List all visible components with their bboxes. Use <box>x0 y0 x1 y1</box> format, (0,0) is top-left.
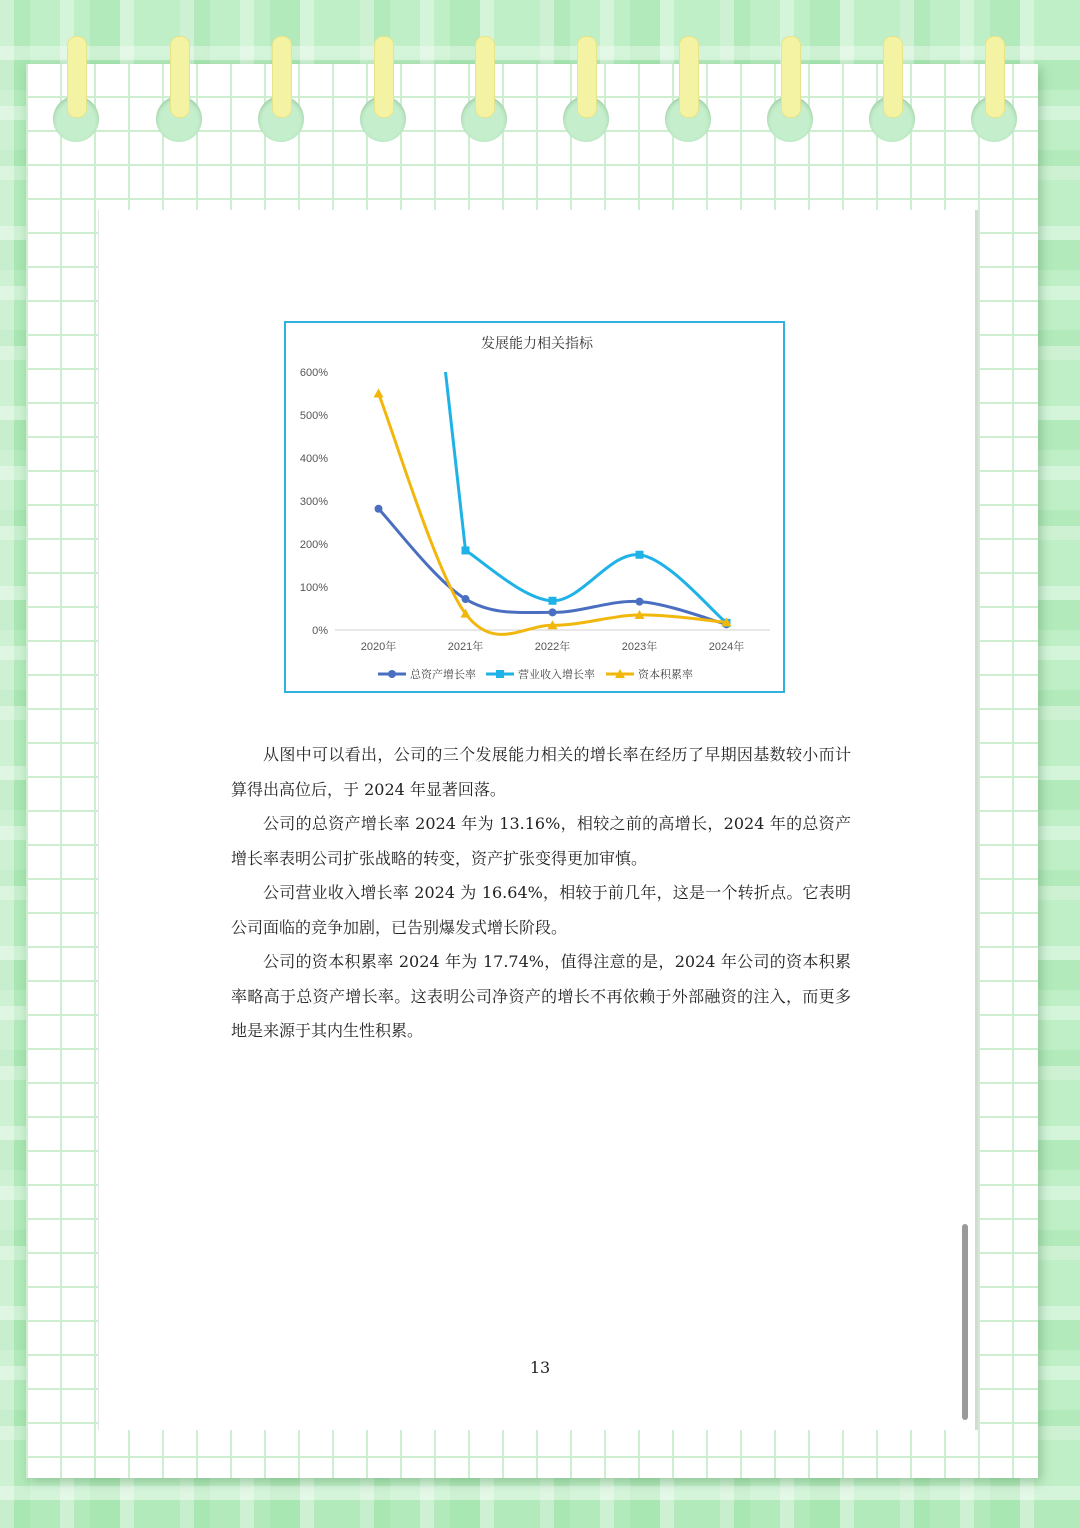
binder-ring <box>272 36 292 118</box>
chart-legend <box>378 667 693 681</box>
y-tick-label: 400% <box>299 453 328 465</box>
data-point <box>375 505 383 513</box>
paragraph: 公司的资本积累率 2024 年为 17.74%，值得注意的是，2024 年公司的资本积累率略高于总资产增长率。这表明公司净资产的增长不再依赖于外部融资的注入，而更多地是来源于其内生性积累。 <box>231 952 851 1040</box>
binder-ring <box>475 36 495 118</box>
chart-title: 发展能力相关指标 <box>481 335 593 351</box>
legend-item <box>378 667 476 681</box>
legend-label: 营业收入增长率 <box>518 669 595 681</box>
line-chart <box>284 321 785 693</box>
x-tick-label: 2020年 <box>360 641 397 653</box>
paragraph: 公司的总资产增长率 2024 年为 13.16%，相较之前的高增长，2024 年的总资产增长率表明公司扩张战略的转变，资产扩张变得更加审慎。 <box>231 814 851 868</box>
binder-ring <box>577 36 597 118</box>
binder-ring <box>170 36 190 118</box>
scrollbar[interactable] <box>962 1224 968 1420</box>
series-layer <box>374 372 732 634</box>
legend-item <box>486 667 595 681</box>
data-point <box>549 597 557 605</box>
data-point <box>462 595 470 603</box>
series-circle <box>375 505 731 629</box>
x-tick-label: 2023年 <box>621 641 658 653</box>
y-tick-label: 300% <box>299 496 328 508</box>
x-tick-label: 2024年 <box>708 641 745 653</box>
binder-ring <box>985 36 1005 118</box>
legend-label: 总资产增长率 <box>410 669 476 681</box>
y-tick-label: 600% <box>299 367 328 379</box>
page-number: 13 <box>529 1358 551 1377</box>
data-point <box>549 608 557 616</box>
legend-item <box>606 667 693 681</box>
analysis-text <box>231 738 851 1049</box>
y-tick-label: 0% <box>312 625 328 637</box>
data-point <box>636 598 644 606</box>
y-tick-label: 200% <box>299 539 328 551</box>
data-point <box>636 551 644 559</box>
data-point <box>462 546 470 554</box>
paragraph: 从图中可以看出，公司的三个发展能力相关的增长率在经历了早期因基数较小而计算得出高位后，于 2024 年显著回落。 <box>231 745 851 799</box>
data-point <box>374 389 384 398</box>
paragraph: 公司营业收入增长率 2024 为 16.64%，相较于前几年，这是一个转折点。它表明公司面临的竞争加剧，已告别爆发式增长阶段。 <box>231 883 851 937</box>
x-tick-label: 2022年 <box>534 641 571 653</box>
legend-label: 资本积累率 <box>638 669 693 681</box>
data-point <box>388 670 396 678</box>
series-line-offscale <box>446 372 466 550</box>
series-line <box>379 509 727 625</box>
y-tick-label: 500% <box>299 410 328 422</box>
binder-ring <box>679 36 699 118</box>
data-point <box>496 670 504 678</box>
y-tick-label: 100% <box>299 582 328 594</box>
binder-ring <box>374 36 394 118</box>
binder-ring <box>883 36 903 118</box>
y-axis <box>300 367 328 637</box>
series-square <box>446 372 731 627</box>
binder-ring <box>67 36 87 118</box>
x-axis <box>335 630 770 653</box>
chart-canvas <box>286 323 783 691</box>
x-tick-label: 2021年 <box>447 641 484 653</box>
binder-ring <box>781 36 801 118</box>
